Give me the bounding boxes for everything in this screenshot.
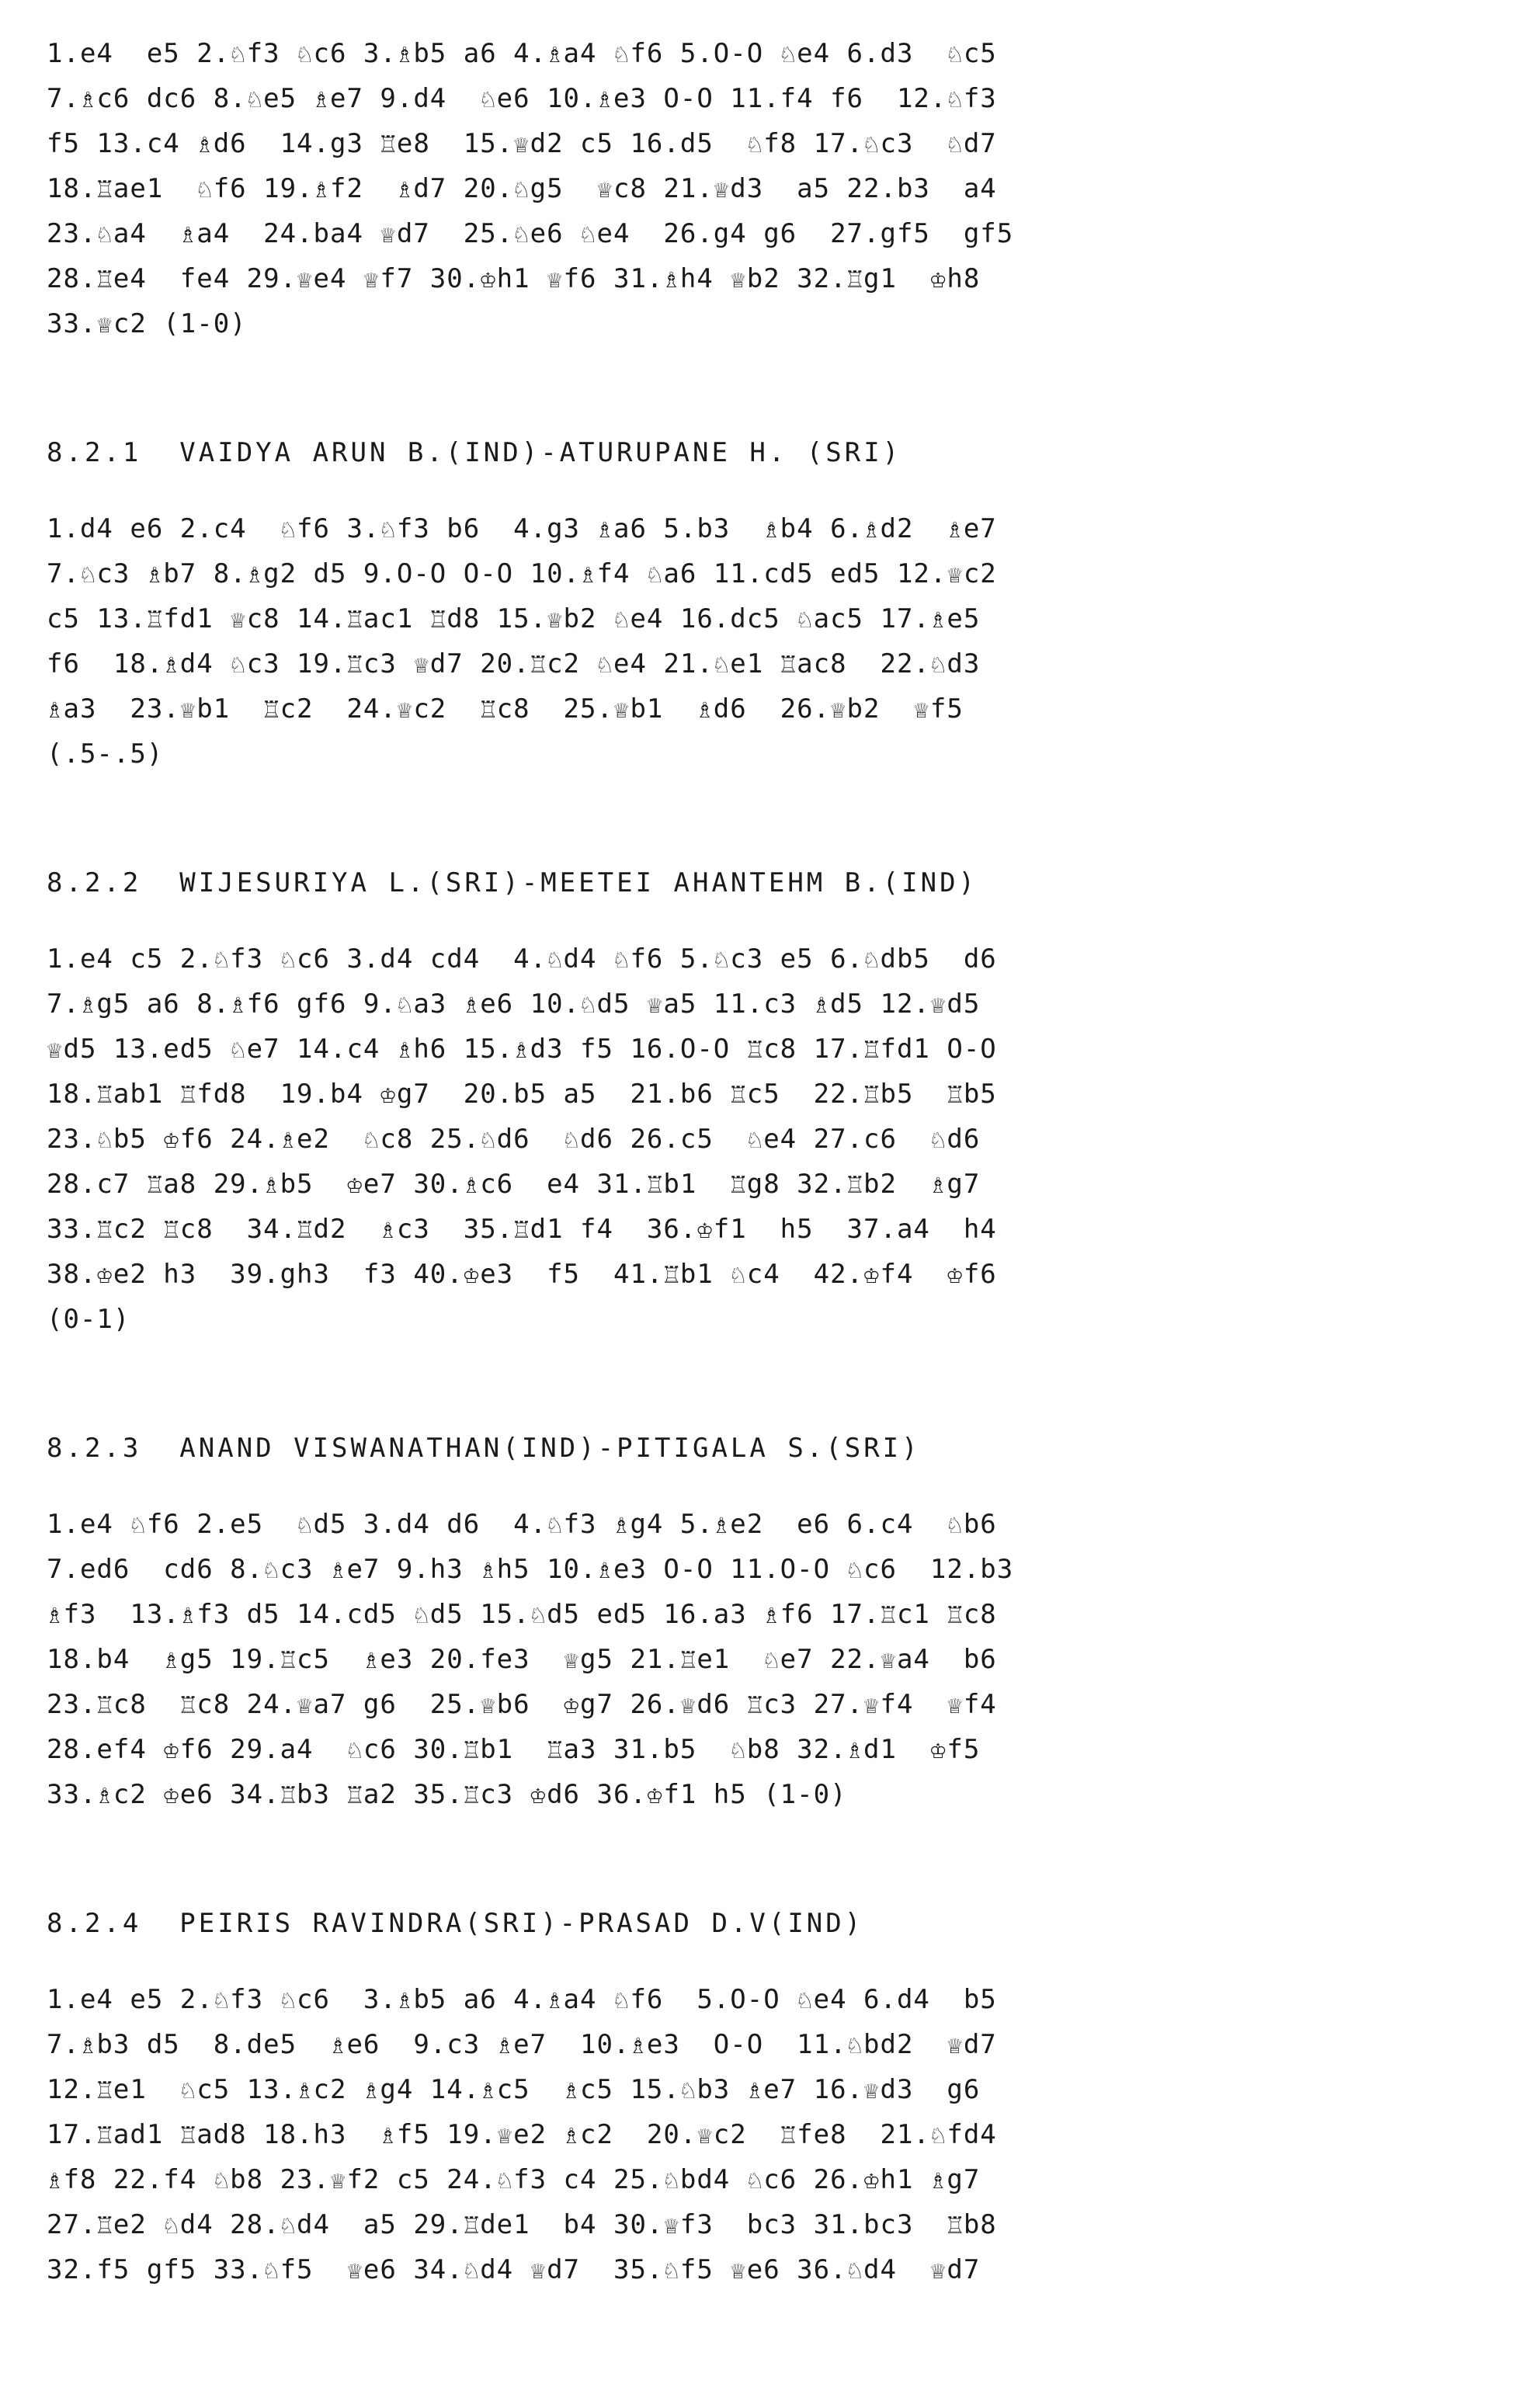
section-gap	[47, 346, 1483, 430]
move-line: 28.♖e4 fe4 29.♕e4 ♕f7 30.♔h1 ♕f6 31.♗h4 ♕b2 32.♖g1 ♔h8	[47, 263, 981, 294]
section-gap	[47, 777, 1483, 860]
game-record	[47, 860, 1483, 1342]
move-line: 33.♖c2 ♖c8 34.♖d2 ♗c3 35.♖d1 f4 36.♔f1 h5 37.a4 h4	[47, 1214, 997, 1245]
move-line: 23.♘a4 ♗a4 24.ba4 ♕d7 25.♘e6 ♘e4 26.g4 g6 27.gf5 gf5	[47, 218, 1014, 249]
move-line: 1.d4 e6 2.c4 ♘f6 3.♘f3 b6 4.g3 ♗a6 5.b3 ♗b4 6.♗d2 ♗e7	[47, 513, 997, 544]
move-line: 7.♗c6 dc6 8.♘e5 ♗e7 9.d4 ♘e6 10.♗e3 O-O 11.f4 f6 12.♘f3	[47, 83, 997, 114]
game-heading: 8.2.1 VAIDYA ARUN B.(IND)-ATURUPANE H. (SRI)	[47, 437, 902, 468]
move-line: 18.b4 ♗g5 19.♖c5 ♗e3 20.fe3 ♕g5 21.♖e1 ♘e7 22.♕a4 b6	[47, 1644, 997, 1675]
move-line: 18.♖ab1 ♖fd8 19.b4 ♔g7 20.b5 a5 21.b6 ♖c5 22.♖b5 ♖b5	[47, 1079, 997, 1110]
move-line: 1.e4 ♘f6 2.e5 ♘d5 3.d4 d6 4.♘f3 ♗g4 5.♗e2 e6 6.c4 ♘b6	[47, 1509, 997, 1540]
move-line: 1.e4 e5 2.♘f3 ♘c6 3.♗b5 a6 4.♗a4 ♘f6 5.O-O ♘e4 6.d3 ♘c5	[47, 38, 997, 69]
game-heading: 8.2.4 PEIRIS RAVINDRA(SRI)-PRASAD D.V(IND)	[47, 1908, 864, 1939]
move-line: 7.ed6 cd6 8.♘c3 ♗e7 9.h3 ♗h5 10.♗e3 O-O 11.O-O ♘c6 12.b3	[47, 1554, 1014, 1585]
move-line: 17.♖ad1 ♖ad8 18.h3 ♗f5 19.♕e2 ♗c2 20.♕c2 ♖fe8 21.♘fd4	[47, 2119, 997, 2150]
move-line: 7.♗g5 a6 8.♗f6 gf6 9.♘a3 ♗e6 10.♘d5 ♕a5 11.c3 ♗d5 12.♕d5	[47, 989, 981, 1020]
move-line: (0-1)	[47, 1304, 130, 1335]
move-line: 23.♖c8 ♖c8 24.♕a7 g6 25.♕b6 ♔g7 26.♕d6 ♖c3 27.♕f4 ♕f4	[47, 1689, 997, 1720]
move-line: (.5-.5)	[47, 738, 164, 770]
scoresheet-page	[47, 31, 1483, 2292]
game-record	[47, 31, 1483, 346]
move-line: 28.c7 ♖a8 29.♗b5 ♔e7 30.♗c6 e4 31.♖b1 ♖g8 32.♖b2 ♗g7	[47, 1169, 981, 1200]
game-record	[47, 1901, 1483, 2292]
move-line: 28.ef4 ♔f6 29.a4 ♘c6 30.♖b1 ♖a3 31.b5 ♘b8 32.♗d1 ♔f5	[47, 1734, 981, 1765]
section-gap	[47, 1342, 1483, 1426]
game-heading: 8.2.2 WIJESURIYA L.(SRI)-MEETEI AHANTEHM B.(IND)	[47, 867, 978, 898]
move-line: c5 13.♖fd1 ♕c8 14.♖ac1 ♖d8 15.♕b2 ♘e4 16.dc5 ♘ac5 17.♗e5	[47, 603, 981, 634]
move-line: 1.e4 c5 2.♘f3 ♘c6 3.d4 cd4 4.♘d4 ♘f6 5.♘c3 e5 6.♘db5 d6	[47, 943, 997, 975]
move-line: ♕d5 13.ed5 ♘e7 14.c4 ♗h6 15.♗d3 f5 16.O-O ♖c8 17.♖fd1 O-O	[47, 1034, 997, 1065]
move-line: 12.♖e1 ♘c5 13.♗c2 ♗g4 14.♗c5 ♗c5 15.♘b3 ♗e7 16.♕d3 g6	[47, 2074, 981, 2105]
move-line: 1.e4 e5 2.♘f3 ♘c6 3.♗b5 a6 4.♗a4 ♘f6 5.O-O ♘e4 6.d4 b5	[47, 1984, 997, 2015]
move-line: 38.♔e2 h3 39.gh3 f3 40.♔e3 f5 41.♖b1 ♘c4 42.♔f4 ♔f6	[47, 1259, 997, 1290]
move-line: 33.♕c2 (1-0)	[47, 308, 247, 339]
move-line: ♗a3 23.♕b1 ♖c2 24.♕c2 ♖c8 25.♕b1 ♗d6 26.♕b2 ♕f5	[47, 693, 964, 724]
move-line: 18.♖ae1 ♘f6 19.♗f2 ♗d7 20.♘g5 ♕c8 21.♕d3 a5 22.b3 a4	[47, 173, 997, 204]
move-line: 32.f5 gf5 33.♘f5 ♕e6 34.♘d4 ♕d7 35.♘f5 ♕e6 36.♘d4 ♕d7	[47, 2254, 981, 2285]
move-line: f5 13.c4 ♗d6 14.g3 ♖e8 15.♕d2 c5 16.d5 ♘f8 17.♘c3 ♘d7	[47, 128, 997, 159]
move-line: ♗f8 22.f4 ♘b8 23.♕f2 c5 24.♘f3 c4 25.♘bd4 ♘c6 26.♔h1 ♗g7	[47, 2164, 981, 2195]
move-line: ♗f3 13.♗f3 d5 14.cd5 ♘d5 15.♘d5 ed5 16.a3 ♗f6 17.♖c1 ♖c8	[47, 1599, 997, 1630]
move-line: 33.♗c2 ♔e6 34.♖b3 ♖a2 35.♖c3 ♔d6 36.♔f1 h5 (1-0)	[47, 1779, 847, 1810]
move-line: f6 18.♗d4 ♘c3 19.♖c3 ♕d7 20.♖c2 ♘e4 21.♘e1 ♖ac8 22.♘d3	[47, 648, 981, 679]
game-heading: 8.2.3 ANAND VISWANATHAN(IND)-PITIGALA S.(SRI)	[47, 1433, 921, 1464]
move-line: 23.♘b5 ♔f6 24.♗e2 ♘c8 25.♘d6 ♘d6 26.c5 ♘e4 27.c6 ♘d6	[47, 1124, 981, 1155]
move-line: 7.♘c3 ♗b7 8.♗g2 d5 9.O-O O-O 10.♗f4 ♘a6 11.cd5 ed5 12.♕c2	[47, 558, 997, 589]
move-line: 7.♗b3 d5 8.de5 ♗e6 9.c3 ♗e7 10.♗e3 O-O 11.♘bd2 ♕d7	[47, 2029, 997, 2060]
move-line: 27.♖e2 ♘d4 28.♘d4 a5 29.♖de1 b4 30.♕f3 bc3 31.bc3 ♖b8	[47, 2209, 997, 2240]
game-record	[47, 430, 1483, 777]
section-gap	[47, 1817, 1483, 1901]
game-record	[47, 1426, 1483, 1817]
